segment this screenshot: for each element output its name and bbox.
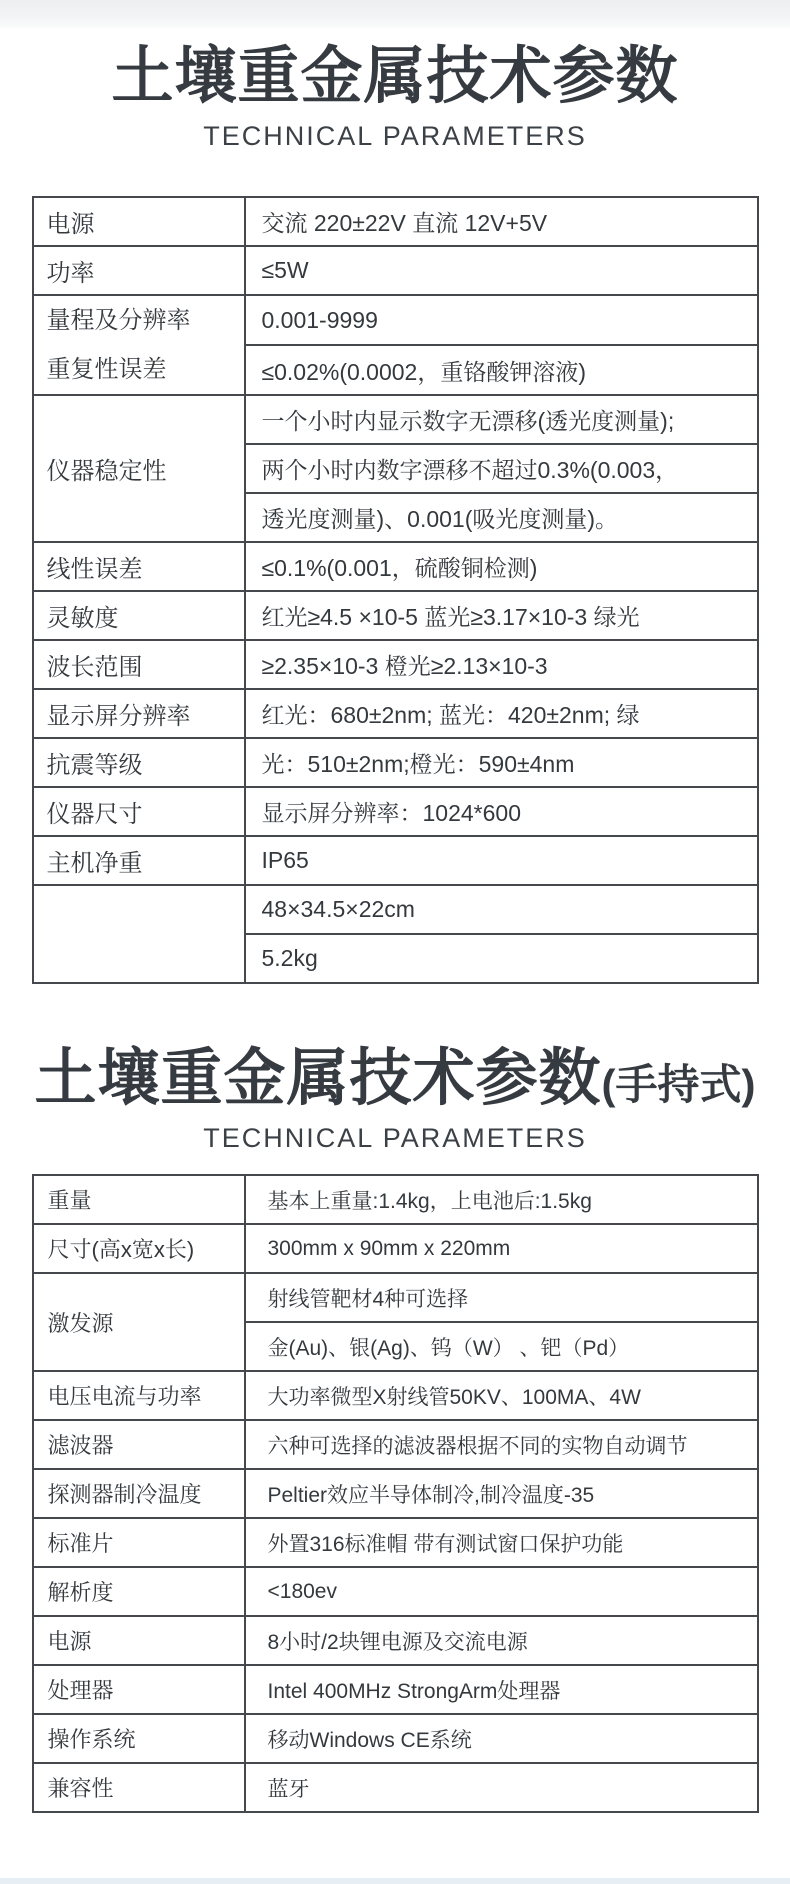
param-value-cell: 外置316标准帽 带有测试窗口保护功能 [245, 1518, 758, 1567]
param-label-cell: 操作系统 [33, 1714, 245, 1763]
page-title-handheld-text: 土壤重金属技术参数 [34, 1044, 602, 1114]
page-title-handheld-suffix: (手持式) [601, 1061, 756, 1109]
param-value-cell: Peltier效应半导体制冷,制冷温度-35 [245, 1469, 758, 1518]
page-title [0, 40, 790, 113]
param-label-cell: 灵敏度 [33, 591, 245, 640]
param-value-cell: 交流 220±22V 直流 12V+5V [245, 197, 758, 246]
param-label-cell: 抗震等级 [33, 738, 245, 787]
param-value-cell: 红光≥4.5 ×10-5 蓝光≥3.17×10-3 绿光 [245, 591, 758, 640]
table-row [33, 542, 758, 591]
page-subtitle-handheld: TECHNICAL PARAMETERS [203, 1123, 587, 1154]
param-value-cell: <180ev [245, 1567, 758, 1616]
table-row [33, 1175, 758, 1224]
param-label-cell: 仪器尺寸 [33, 787, 245, 836]
param-value-cell: 红光：680±2nm; 蓝光：420±2nm; 绿 [245, 689, 758, 738]
param-label-cell: 波长范围 [33, 640, 245, 689]
param-label-cell [33, 295, 245, 395]
param-value-cell: 5.2kg [245, 934, 758, 983]
table-row [33, 1763, 758, 1812]
table-row [33, 1469, 758, 1518]
param-value-cell: 显示屏分辨率：1024*600 [245, 787, 758, 836]
param-value-cell: 光：510±2nm;橙光：590±4nm [245, 738, 758, 787]
section-desktop-instrument [0, 40, 790, 984]
page-title-handheld [0, 1042, 790, 1115]
param-label-cell: 探测器制冷温度 [33, 1469, 245, 1518]
param-value-cell: 透光度测量)、0.001(吸光度测量)。 [245, 493, 758, 542]
param-value-cell: 一个小时内显示数字无漂移(透光度测量); [245, 395, 758, 444]
table-row [33, 1224, 758, 1273]
param-label-cell: 重量 [33, 1175, 245, 1224]
table-row [33, 1665, 758, 1714]
param-label-cell: 功率 [33, 246, 245, 295]
table-row [33, 197, 758, 246]
table-row [33, 787, 758, 836]
param-value-cell: 射线管靶材4种可选择 [245, 1273, 758, 1322]
table-row [33, 738, 758, 787]
param-value-cell: 0.001-9999 [245, 295, 758, 345]
param-value-cell: ≤5W [245, 246, 758, 295]
table-row [33, 591, 758, 640]
param-value-cell: ≤0.1%(0.001，硫酸铜检测) [245, 542, 758, 591]
table-row [33, 1714, 758, 1763]
page-title-text: 土壤重金属技术参数 [111, 42, 679, 111]
param-label-cell: 电压电流与功率 [33, 1371, 245, 1420]
table-row [33, 295, 758, 345]
table-row [33, 836, 758, 885]
param-value-cell: 金(Au)、银(Ag)、钨（W） 、钯（Pd） [245, 1322, 758, 1371]
param-value-cell: 六种可选择的滤波器根据不同的实物自动调节 [245, 1420, 758, 1469]
param-label-cell: 显示屏分辨率 [33, 689, 245, 738]
table-row [33, 885, 758, 934]
param-value-cell: Intel 400MHz StrongArm处理器 [245, 1665, 758, 1714]
section-handheld-instrument [0, 1042, 790, 1813]
bottom-strip [0, 1878, 790, 1884]
param-label-cell: 线性误差 [33, 542, 245, 591]
table-row [33, 1616, 758, 1665]
param-label-cell: 仪器稳定性 [33, 395, 245, 542]
param-label-cell: 标准片 [33, 1518, 245, 1567]
param-label-cell [33, 885, 245, 983]
param-value-cell: 蓝牙 [245, 1763, 758, 1812]
param-label-cell: 兼容性 [33, 1763, 245, 1812]
page-subtitle: TECHNICAL PARAMETERS [203, 121, 587, 152]
param-label-cell: 激发源 [33, 1273, 245, 1371]
param-label-cell: 滤波器 [33, 1420, 245, 1469]
param-value-cell: 基本上重量:1.4kg，上电池后:1.5kg [245, 1175, 758, 1224]
table-row [33, 689, 758, 738]
table-row [33, 246, 758, 295]
table-row [33, 640, 758, 689]
table-row [33, 395, 758, 444]
param-value-cell: 大功率微型X射线管50KV、100MA、4W [245, 1371, 758, 1420]
param-label: 量程及分辨率 [46, 307, 191, 335]
table-row [33, 1567, 758, 1616]
param-label-cell: 电源 [33, 1616, 245, 1665]
param-value-cell: 两个小时内数字漂移不超过0.3%(0.003， [245, 444, 758, 493]
table-row [33, 1420, 758, 1469]
table-row [33, 1371, 758, 1420]
param-value-cell: IP65 [245, 836, 758, 885]
param-label-cell: 主机净重 [33, 836, 245, 885]
param-value-cell: 48×34.5×22cm [245, 885, 758, 934]
param-value-cell: ≥2.35×10-3 橙光≥2.13×10-3 [245, 640, 758, 689]
param-label-cell: 解析度 [33, 1567, 245, 1616]
top-strip [0, 0, 790, 28]
param-label: 重复性误差 [46, 356, 167, 384]
param-value-cell: 8小时/2块锂电源及交流电源 [245, 1616, 758, 1665]
parameters-table-handheld [32, 1174, 759, 1813]
param-label-cell: 电源 [33, 197, 245, 246]
table-row [33, 1273, 758, 1322]
table-row [33, 1518, 758, 1567]
param-value-cell: 300mm x 90mm x 220mm [245, 1224, 758, 1273]
param-value-cell: 移动Windows CE系统 [245, 1714, 758, 1763]
param-label-cell: 尺寸(高x宽x长) [33, 1224, 245, 1273]
parameters-table-desktop [32, 196, 759, 984]
param-label-cell: 处理器 [33, 1665, 245, 1714]
param-value-cell: ≤0.02%(0.0002，重铬酸钾溶液) [245, 345, 758, 395]
